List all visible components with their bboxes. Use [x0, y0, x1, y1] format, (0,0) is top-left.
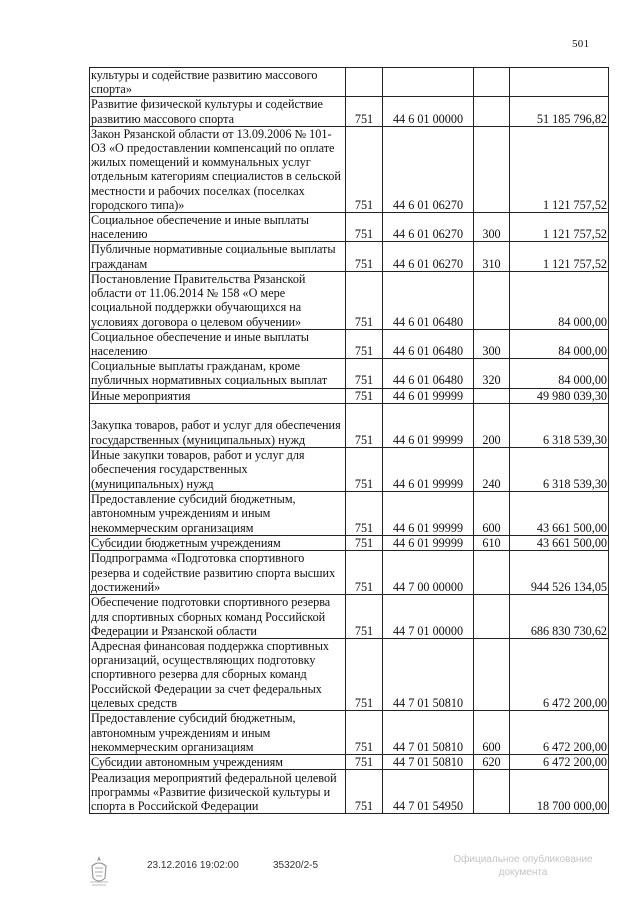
row-expense-type-cell: [474, 388, 510, 403]
row-target-article-cell: 44 6 01 06480: [383, 271, 474, 329]
row-department-cell: 751: [346, 359, 383, 388]
budget-table: [89, 67, 609, 814]
table-row: [90, 595, 609, 639]
row-name-cell: Публичные нормативные социальные выплаты гражданам: [90, 242, 346, 271]
row-amount-cell: 51 185 796,82: [510, 97, 609, 126]
row-target-article-cell: 44 6 01 06270: [383, 242, 474, 271]
row-department-cell: 751: [346, 770, 383, 814]
row-target-article-cell: 44 6 01 06480: [383, 329, 474, 358]
row-target-article-cell: 44 6 01 06270: [383, 126, 474, 212]
row-expense-type-cell: [474, 126, 510, 212]
row-target-article-cell: 44 6 01 99999: [383, 388, 474, 403]
table-row: [90, 126, 609, 212]
row-target-article-cell: 44 6 01 99999: [383, 447, 474, 491]
row-amount-cell: 1 121 757,52: [510, 126, 609, 212]
table-row: [90, 535, 609, 550]
table-row: [90, 770, 609, 814]
table-row: [90, 68, 609, 97]
table-row: [90, 711, 609, 755]
row-amount-cell: 43 661 500,00: [510, 491, 609, 535]
footer-date: 23.12.2016 19:02:00: [147, 860, 239, 871]
stamp-logo-icon: [88, 854, 110, 893]
table-row: [90, 271, 609, 329]
row-expense-type-cell: 200: [474, 403, 510, 447]
row-name-cell: Обеспечение подготовки спортивного резерва для спортивных сборных команд Российской Федерации и Рязанской области: [90, 595, 346, 639]
row-expense-type-cell: [474, 271, 510, 329]
row-name-cell: Субсидии автономным учреждениям: [90, 755, 346, 770]
table-row: [90, 329, 609, 358]
row-expense-type-cell: 600: [474, 491, 510, 535]
row-amount-cell: 49 980 039,30: [510, 388, 609, 403]
row-target-article-cell: 44 6 01 99999: [383, 491, 474, 535]
row-department-cell: 751: [346, 639, 383, 711]
row-department-cell: 751: [346, 711, 383, 755]
row-department-cell: 751: [346, 491, 383, 535]
row-department-cell: 751: [346, 535, 383, 550]
row-expense-type-cell: [474, 97, 510, 126]
row-department-cell: 751: [346, 126, 383, 212]
row-expense-type-cell: 320: [474, 359, 510, 388]
row-department-cell: 751: [346, 213, 383, 242]
row-expense-type-cell: 300: [474, 329, 510, 358]
row-name-cell: Социальное обеспечение и иные выплаты населению: [90, 213, 346, 242]
table-row: [90, 388, 609, 403]
table-row: [90, 242, 609, 271]
watermark-line-1: Официальное опубликование: [453, 854, 593, 865]
row-target-article-cell: 44 7 01 00000: [383, 595, 474, 639]
row-name-cell: Социальные выплаты гражданам, кроме публичных нормативных социальных выплат: [90, 359, 346, 388]
row-name-cell: Предоставление субсидий бюджетным, автономным учреждениям и иным некоммерческим организациям: [90, 491, 346, 535]
row-name-cell: Социальное обеспечение и иные выплаты населению: [90, 329, 346, 358]
row-department-cell: 751: [346, 551, 383, 595]
row-expense-type-cell: 240: [474, 447, 510, 491]
footer-document-code: 35320/2-5: [273, 860, 319, 871]
row-name-cell: Иные закупки товаров, работ и услуг для обеспечения государственных (муниципальных) нужд: [90, 447, 346, 491]
row-department-cell: [346, 68, 383, 97]
row-name-cell: Реализация мероприятий федеральной целевой программы «Развитие физической культуры и спорта в Российской Федерации: [90, 770, 346, 814]
table-row: [90, 213, 609, 242]
row-target-article-cell: [383, 68, 474, 97]
row-expense-type-cell: 300: [474, 213, 510, 242]
row-amount-cell: 6 472 200,00: [510, 639, 609, 711]
row-name-cell: Закон Рязанской области от 13.09.2006 № 101-ОЗ «О предоставлении компенсаций по оплате жилых помещений и коммунальных услуг отдельным категориям специалистов в сельской местности и рабочих поселках (поселках городского типа)»: [90, 126, 346, 212]
row-name-cell: Подпрограмма «Подготовка спортивного резерва и содействие развитию спорта высших достижений»: [90, 551, 346, 595]
row-amount-cell: 6 318 539,30: [510, 447, 609, 491]
row-target-article-cell: 44 6 01 06270: [383, 213, 474, 242]
watermark-line-2: документа: [498, 867, 548, 878]
row-name-cell: Адресная финансовая поддержка спортивных организаций, осуществляющих подготовку спортивного резерва для сборных команд Российской Федерации за счет федеральных целевых средств: [90, 639, 346, 711]
row-amount-cell: 1 121 757,52: [510, 242, 609, 271]
table-row: [90, 491, 609, 535]
row-name-cell: Предоставление субсидий бюджетным, автономным учреждениям и иным некоммерческим организациям: [90, 711, 346, 755]
row-name-cell: Иные мероприятия: [90, 388, 346, 403]
row-target-article-cell: 44 6 01 00000: [383, 97, 474, 126]
row-department-cell: 751: [346, 403, 383, 447]
row-expense-type-cell: [474, 595, 510, 639]
table-row: [90, 755, 609, 770]
row-amount-cell: 43 661 500,00: [510, 535, 609, 550]
table-row: [90, 551, 609, 595]
row-amount-cell: 686 830 730,62: [510, 595, 609, 639]
row-target-article-cell: 44 6 01 99999: [383, 535, 474, 550]
row-amount-cell: 84 000,00: [510, 359, 609, 388]
row-expense-type-cell: 600: [474, 711, 510, 755]
row-amount-cell: [510, 68, 609, 97]
row-department-cell: 751: [346, 271, 383, 329]
row-expense-type-cell: [474, 639, 510, 711]
row-target-article-cell: 44 7 01 50810: [383, 639, 474, 711]
row-expense-type-cell: 310: [474, 242, 510, 271]
row-amount-cell: 84 000,00: [510, 329, 609, 358]
row-department-cell: 751: [346, 595, 383, 639]
official-publication-watermark: [448, 853, 598, 879]
table-row: [90, 97, 609, 126]
table-row: [90, 359, 609, 388]
row-department-cell: 751: [346, 242, 383, 271]
row-amount-cell: 1 121 757,52: [510, 213, 609, 242]
row-amount-cell: 6 472 200,00: [510, 755, 609, 770]
row-name-cell: Субсидии бюджетным учреждениям: [90, 535, 346, 550]
row-expense-type-cell: 610: [474, 535, 510, 550]
row-amount-cell: 6 472 200,00: [510, 711, 609, 755]
row-amount-cell: 18 700 000,00: [510, 770, 609, 814]
row-target-article-cell: 44 7 01 54950: [383, 770, 474, 814]
row-amount-cell: 944 526 134,05: [510, 551, 609, 595]
row-target-article-cell: 44 6 01 99999: [383, 403, 474, 447]
row-name-cell: Развитие физической культуры и содействие развитию массового спорта: [90, 97, 346, 126]
table-row: [90, 403, 609, 447]
row-name-cell: Постановление Правительства Рязанской области от 11.06.2014 № 158 «О мере социальной поддержки обучающихся на условиях договора о целевом обучении»: [90, 271, 346, 329]
row-department-cell: 751: [346, 329, 383, 358]
row-department-cell: 751: [346, 447, 383, 491]
row-target-article-cell: 44 6 01 06480: [383, 359, 474, 388]
row-department-cell: 751: [346, 97, 383, 126]
row-target-article-cell: 44 7 00 00000: [383, 551, 474, 595]
table-row: [90, 447, 609, 491]
row-target-article-cell: 44 7 01 50810: [383, 711, 474, 755]
row-expense-type-cell: 620: [474, 755, 510, 770]
row-department-cell: 751: [346, 755, 383, 770]
row-expense-type-cell: [474, 770, 510, 814]
row-name-cell: культуры и содействие развитию массового спорта»: [90, 68, 346, 97]
row-name-cell: Закупка товаров, работ и услуг для обеспечения государственных (муниципальных) нужд: [90, 403, 346, 447]
row-expense-type-cell: [474, 68, 510, 97]
row-target-article-cell: 44 7 01 50810: [383, 755, 474, 770]
row-amount-cell: 6 318 539,30: [510, 403, 609, 447]
table-row: [90, 639, 609, 711]
row-amount-cell: 84 000,00: [510, 271, 609, 329]
budget-table-body: [90, 68, 609, 814]
page-number: 501: [572, 38, 590, 50]
row-department-cell: 751: [346, 388, 383, 403]
row-expense-type-cell: [474, 551, 510, 595]
